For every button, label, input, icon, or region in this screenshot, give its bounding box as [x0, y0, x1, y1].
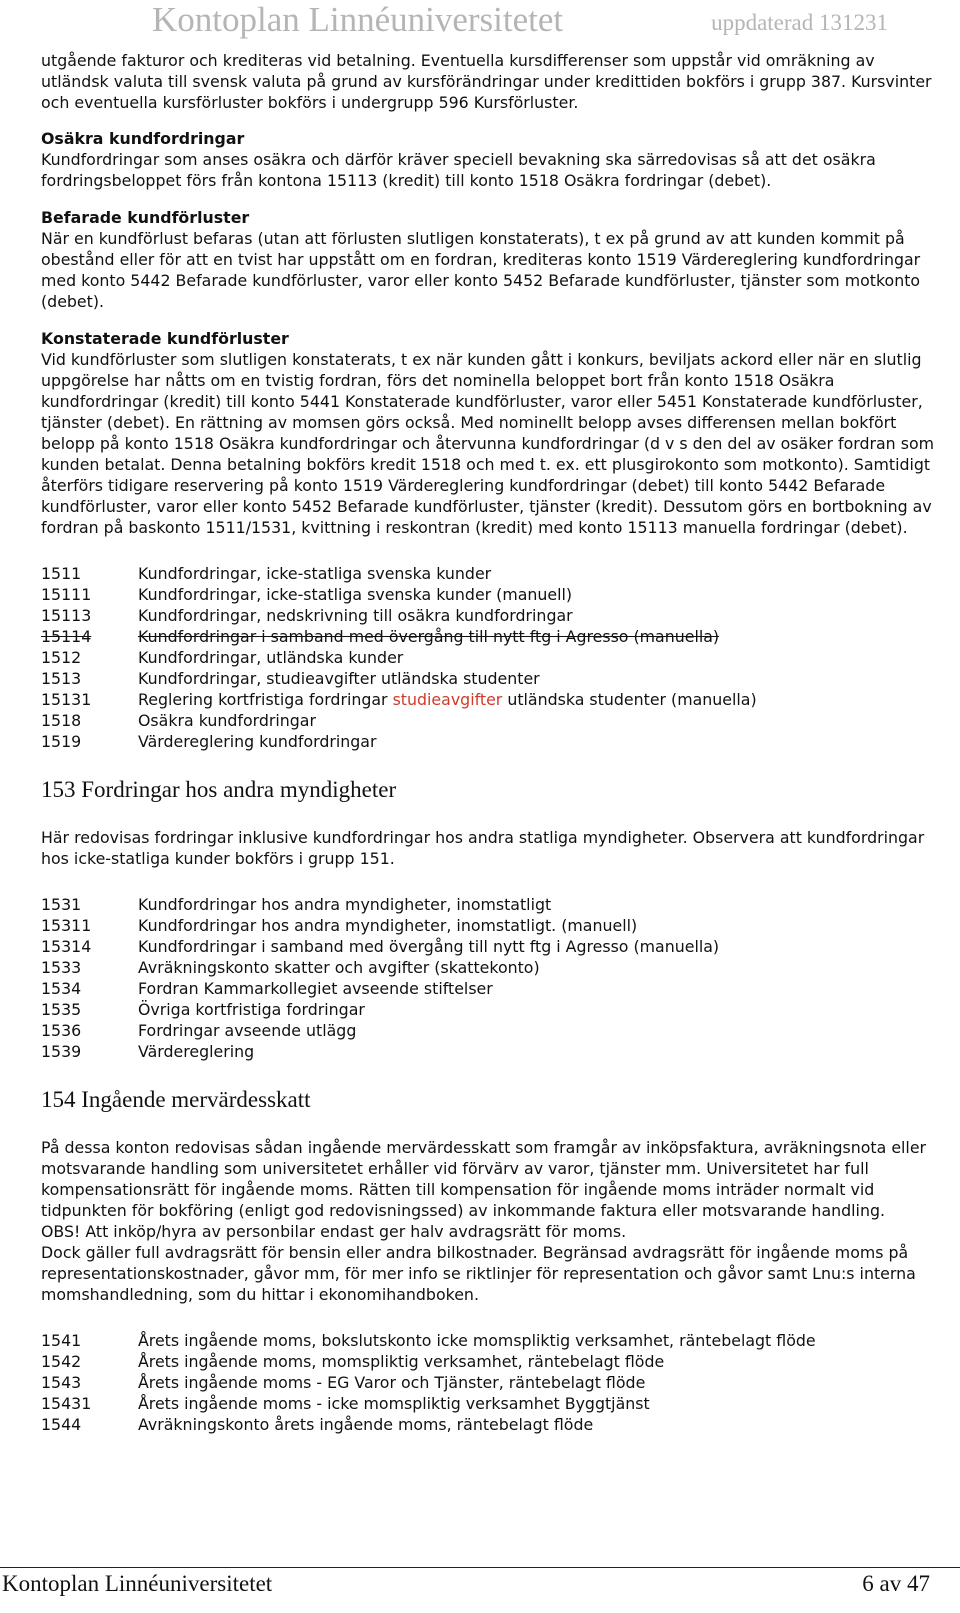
account-row — [41, 999, 941, 1020]
section-153-body: Här redovisas fordringar inklusive kundfordringar hos andra statliga myndigheter. Observera att kundfordringar hos icke-statliga kunder bokförs i grupp 151. — [41, 828, 925, 868]
account-row — [41, 647, 941, 668]
account-row — [41, 894, 941, 915]
account-list-154 — [41, 1330, 941, 1435]
account-row — [41, 1041, 941, 1062]
footer-divider — [0, 1567, 960, 1568]
page-number: 6 av 47 — [862, 1571, 930, 1596]
section-153-heading: 153 Fordringar hos andra myndigheter — [41, 777, 397, 802]
account-row — [41, 668, 941, 689]
account-number: 1534 — [41, 979, 82, 998]
account-number: 1542 — [41, 1352, 82, 1371]
account-name: Kundfordringar, icke-statliga svenska kunder — [138, 564, 492, 583]
account-name: Övriga kortfristiga fordringar — [138, 1000, 365, 1019]
account-name: Årets ingående moms, bokslutskonto icke momspliktig verksamhet, räntebelagt flöde — [138, 1331, 816, 1350]
account-name: Kundfordringar hos andra myndigheter, inomstatligt — [138, 895, 552, 914]
account-number: 15111 — [41, 585, 92, 604]
section-heading: Osäkra kundfordringar — [41, 129, 245, 148]
account-number: 15131 — [41, 690, 92, 709]
account-number: 1544 — [41, 1415, 82, 1434]
account-name: Kundfordringar i samband med övergång till nytt ftg i Agresso (manuella) — [138, 627, 720, 646]
account-name: Årets ingående moms - icke momspliktig verksamhet Byggtjänst — [138, 1394, 650, 1413]
account-row — [41, 584, 941, 605]
account-number: 15311 — [41, 916, 92, 935]
section-body: Vid kundförluster som slutligen konstaterats, t ex när kunden gått i konkurs, beviljats ackord eller när en slutlig uppgörelse har nåtts om en tvistig fordran, förs det nominella beloppet bort från konto 1518 Osäkra kundfordringar (kredit) till konto 5441 Konstaterade kundförluster, varor eller 5451 Konstaterade kundförluster, tjänster (debet). En rättning av momsen görs också. Med nominellt belopp avses differensen mellan bokfört belopp på konto 1518 Osäkra kundfordringar och återvunna kundfordringar (d v s den del av osäker fordran som kunden betalat. Denna betalning bokförs kredit 1518 och med t. ex. ett plusgirokonto som motkonto). Samtidigt återförs tidigare reservering på konto 1519 Värdereglering kundfordringar (debet) till konto 5442 Befarade kundförluster, varor eller konto 5452 Befarade kundförluster, tjänster (kredit). Dessutom görs en bortbokning av fordran på baskonto 1511/1531, kvittning i reskontran (kredit) med konto 15113 manuella fordringar (debet). — [41, 350, 934, 537]
account-number: 1519 — [41, 732, 82, 751]
account-row — [41, 957, 941, 978]
account-name: Värdereglering kundfordringar — [138, 732, 377, 751]
section-154-heading: 154 Ingående mervärdesskatt — [41, 1087, 311, 1112]
account-name: Årets ingående moms, momspliktig verksamhet, räntebelagt flöde — [138, 1352, 665, 1371]
section-heading: Konstaterade kundförluster — [41, 329, 289, 348]
section-osakra — [41, 128, 941, 191]
account-name: Kundfordringar, nedskrivning till osäkra kundfordringar — [138, 606, 573, 625]
account-row — [41, 1330, 941, 1351]
account-name: Årets ingående moms - EG Varor och Tjänster, räntebelagt flöde — [138, 1373, 646, 1392]
account-row — [41, 915, 941, 936]
account-number: 1512 — [41, 648, 82, 667]
footer-title: Kontoplan Linnéuniversitetet — [2, 1571, 273, 1596]
intro-paragraph: utgående fakturor och krediteras vid betalning. Eventuella kursdifferenser som uppstår vid omräkning av utländsk valuta till svensk valuta på grund av kursförändringar under kredittiden bokförs i grupp 387. Kursvinter och eventuella kursförluster bokförs i undergrupp 596 Kursförluster. — [41, 51, 932, 112]
section-befarade — [41, 207, 941, 312]
account-number: 1535 — [41, 1000, 82, 1019]
page-header — [0, 0, 960, 46]
account-number: 1536 — [41, 1021, 82, 1040]
account-row — [41, 1414, 941, 1435]
account-name: Kundfordringar hos andra myndigheter, inomstatligt. (manuell) — [138, 916, 638, 935]
section-konstaterade — [41, 328, 941, 538]
section-body: När en kundförlust befaras (utan att förlusten slutligen konstaterats), t ex på grund av att kunden kommit på obestånd eller för att en tvist har uppstått om en fordran, krediteras konto 1519 Värdereglering kundfordringar med konto 5442 Befarade kundförluster, varor eller konto 5452 Befarade kundförluster, tjänster som motkonto (debet). — [41, 229, 921, 311]
account-name: Avräkningskonto årets ingående moms, räntebelagt flöde — [138, 1415, 594, 1434]
account-name: Kundfordringar, utländska kunder — [138, 648, 404, 667]
account-name: Osäkra kundfordringar — [138, 711, 316, 730]
account-number: 15314 — [41, 937, 92, 956]
account-name: Avräkningskonto skatter och avgifter (skattekonto) — [138, 958, 540, 977]
account-row — [41, 689, 941, 710]
account-number: 15114 — [41, 627, 92, 646]
account-row — [41, 1372, 941, 1393]
account-name: Kundfordringar, icke-statliga svenska kunder (manuell) — [138, 585, 573, 604]
account-name: Fordringar avseende utlägg — [138, 1021, 357, 1040]
account-row — [41, 563, 941, 584]
section-heading: Befarade kundförluster — [41, 208, 250, 227]
account-number: 15431 — [41, 1394, 92, 1413]
section-body: Kundfordringar som anses osäkra och därför kräver speciell bevakning ska särredovisas så att det osäkra fordringsbeloppet förs från kontona 15113 (kredit) till konto 1518 Osäkra fordringar (debet). — [41, 150, 876, 190]
account-name: Kundfordringar i samband med övergång till nytt ftg i Agresso (manuella) — [138, 937, 720, 956]
account-list-151 — [41, 563, 941, 752]
account-number: 1543 — [41, 1373, 82, 1392]
account-name: Kundfordringar, studieavgifter utländska studenter — [138, 669, 540, 688]
account-row — [41, 1393, 941, 1414]
section-154-note: Dock gäller full avdragsrätt för bensin eller andra bilkostnader. Begränsad avdragsrätt för ingående moms på representationskostnader, gåvor mm, för mer info se riktlinjer för representation och gåvor samt Lnu:s interna momshandledning, som du hittar i ekonomihandboken. — [41, 1243, 916, 1304]
account-row — [41, 1351, 941, 1372]
account-number: 15113 — [41, 606, 92, 625]
page-content — [41, 50, 941, 1435]
account-number: 1539 — [41, 1042, 82, 1061]
header-title: Kontoplan Linnéuniversitetet — [152, 0, 564, 39]
account-number: 1511 — [41, 564, 82, 583]
section-154-body: På dessa konton redovisas sådan ingående mervärdesskatt som framgår av inköpsfaktura, avräkningsnota eller motsvarande handling som universitetet erhåller vid förvärv av varor, tjänster mm. Universitetet har full kompensationsrätt för ingående moms. Rätten till kompensation för ingående moms inträder normalt vid tidpunkten för bokföring (enligt god redovisningssed) av inkommande faktura eller motsvarande handling. — [41, 1138, 927, 1220]
account-name-part: utländska studenter (manuella) — [502, 690, 757, 709]
account-row — [41, 978, 941, 999]
account-number: 1541 — [41, 1331, 82, 1350]
account-name — [138, 689, 941, 710]
account-row-struck — [41, 626, 941, 647]
account-list-153 — [41, 894, 941, 1062]
account-row — [41, 710, 941, 731]
header-date: uppdaterad 131231 — [711, 10, 888, 35]
account-name-part: Reglering kortfristiga fordringar — [138, 690, 393, 709]
account-row — [41, 1020, 941, 1041]
account-name: Fordran Kammarkollegiet avseende stiftelser — [138, 979, 493, 998]
highlighted-word: studieavgifter — [392, 690, 503, 709]
account-row — [41, 605, 941, 626]
section-154-obs: OBS! Att inköp/hyra av personbilar endast ger halv avdragsrätt för moms. — [41, 1222, 627, 1241]
account-number: 1533 — [41, 958, 82, 977]
account-number: 1518 — [41, 711, 82, 730]
account-row — [41, 936, 941, 957]
account-row — [41, 731, 941, 752]
account-name: Värdereglering — [138, 1042, 255, 1061]
account-number: 1513 — [41, 669, 82, 688]
account-number: 1531 — [41, 895, 82, 914]
